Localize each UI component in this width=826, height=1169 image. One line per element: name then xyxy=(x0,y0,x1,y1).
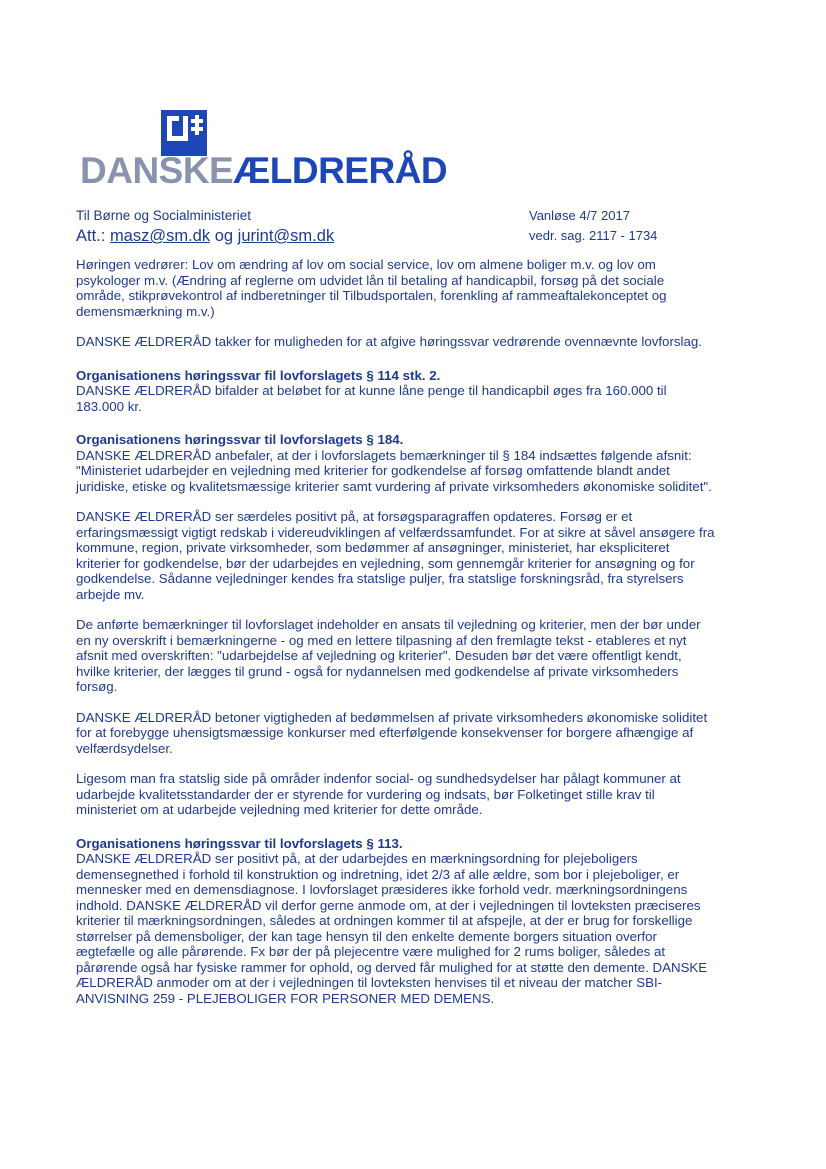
text-line: pårørende også har fysiske rammer for ophold, og derved får mulighed for at støtte den demente. DANSKE xyxy=(76,959,708,975)
text-line: Organisationens høringssvar fil lovforslagets § 114 stk. 2. xyxy=(76,367,441,383)
text-line: ÆLDRERÅD anmoder om at der i vejledningen til lovteksten henvises til et niveau der matcher SBI- xyxy=(76,975,663,990)
text-line: Organisationens høringssvar til lovforslagets § 184. xyxy=(76,432,404,447)
text-line: ANVISNING 259 - PLEJEBOLIGER FOR PERSONER MED DEMENS. xyxy=(76,990,495,1006)
section-heading xyxy=(76,368,766,384)
text-line: velfærdsydelser. xyxy=(76,740,173,756)
text-line: DANSKE ÆLDRERÅD bifalder at beløbet for at kunne låne penge til handicapbil øges fra 160.000 til xyxy=(76,383,667,398)
text-line: ægtefælle og alle pårørende. Fx bør der på plejecentre være mulighed for 2 rums boliger, således at xyxy=(76,944,666,959)
text-line: DANSKE ÆLDRERÅD ser positivt på, at der udarbejdes en mærkningsordning for plejeboligers xyxy=(76,851,638,866)
text-line: erfaringsmæssigt vigtigt redskab i videreudviklingen af velfærdssamfundet. For at sikre at såvel ansøgere fra xyxy=(76,524,715,540)
text-line: godkendelse. Sådanne vejledninger kendes fra statslige puljer, fra statslige forskningsråd, fra styrelsers xyxy=(76,571,684,586)
body-paragraph xyxy=(76,509,766,602)
text-line: afsnit med overskriften: "udarbejdelse af vejledning og kriterier". Desuden bør det være offentligt kendt, xyxy=(76,648,682,663)
case-number: vedr. sag. 2117 - 1734 xyxy=(529,228,658,243)
text-line: DANSKE ÆLDRERÅD anbefaler, at der i lovforslagets bemærkninger til § 184 indsættes følgende afsnit: xyxy=(76,447,692,463)
recipient-to: Til Børne og Socialministeriet xyxy=(76,208,252,223)
logo-brand-part1: DANSKE xyxy=(80,150,234,191)
place-date: Vanløse 4/7 2017 xyxy=(529,208,630,223)
text-line: forsøg. xyxy=(76,679,118,694)
att-and: og xyxy=(214,227,234,245)
text-line: indhold. DANSKE ÆLDRERÅD vil derfor gerne anmode om, at der i vejledningen til lovteksten præciseres xyxy=(76,897,701,913)
section-heading xyxy=(76,432,766,448)
text-line: ministeriet om at udarbejde vejledning med kriterier for dette område. xyxy=(76,802,483,817)
text-line: DANSKE ÆLDRERÅD betoner vigtigheden af bedømmelsen af private virksomheders økonomiske soliditet xyxy=(76,709,708,725)
text-line: en ny overskrift i bemærkningerne - og med en lettere tilpasning af den fremlagte tekst - etableres et nyt xyxy=(76,632,687,648)
text-line: hvilke kriterier, der lægges til grund - også for nydannelsen med godkendelse af private virksomheders xyxy=(76,663,679,679)
text-line: DANSKE ÆLDRERÅD takker for muligheden for at afgive høringssvar vedrørende ovennævnte lovforslag. xyxy=(76,334,702,349)
text-line: psykologer m.v. (Ændring af reglerne om udvidet lån til betaling af handicapbil, forsøg på det sociale xyxy=(76,272,665,288)
att-label: Att.: xyxy=(76,227,106,245)
body-paragraph xyxy=(76,448,766,495)
email-link-jurint[interactable]: jurint@sm.dk xyxy=(237,227,335,245)
text-line: udarbejde kvalitetsstandarder der er styrende for vurdering og indsats, bør Folketinget stille krav til xyxy=(76,786,655,802)
text-line: Høringen vedrører: Lov om ændring af lov om social service, lov om almene boliger m.v. og lov om xyxy=(76,257,656,272)
text-line: område, stikprøvekontrol af indberetninger til Tilbudsportalen, forenkling af rammeaftalekonceptet og xyxy=(76,288,667,303)
text-line: DANSKE ÆLDRERÅD ser særdeles positivt på, at forsøgsparagraffen opdateres. Forsøg er et xyxy=(76,509,633,524)
body-paragraph xyxy=(76,617,766,695)
text-line: De anførte bemærkninger til lovforslaget indeholder en ansats til vejledning og kriterier, men der bør under xyxy=(76,617,701,632)
body-paragraph xyxy=(76,851,766,1006)
text-line: "Ministeriet udarbejder en vejledning med kriterier for godkendelse af forsøg omfattende blandt andet xyxy=(76,463,670,478)
text-line: arbejde mv. xyxy=(76,586,145,602)
text-line: kriterier til mærkningsordningen, således at ordningen kommer til at afspejle, at der er brug for forskellige xyxy=(76,913,693,928)
letter-meta xyxy=(529,206,657,246)
text-line: kommune, region, private virksomheder, som bedømmer af ansøgninger, ministeriet, har ekspliciteret xyxy=(76,540,670,555)
body-paragraph xyxy=(76,383,766,414)
text-line: Organisationens høringssvar til lovforslagets § 113. xyxy=(76,835,403,851)
text-line: 183.000 kr. xyxy=(76,398,142,414)
logo-brand-part2: ÆLDRERÅD xyxy=(233,150,448,191)
text-line: demensegnethed i forhold til konstruktion og indretning, idet 2/3 af alle ældre, som bor i plejeboliger, er xyxy=(76,866,680,882)
body-paragraph xyxy=(76,334,766,350)
recipient-att-line xyxy=(76,225,334,247)
recipient-block xyxy=(76,206,334,247)
logo-wordmark xyxy=(80,150,447,192)
text-line: Ligesom man fra statslig side på områder indenfor social- og sundhedsydelser har pålagt kommuner at xyxy=(76,771,681,786)
text-line: demensmærkning m.v.) xyxy=(76,303,215,319)
body-paragraph xyxy=(76,257,766,319)
text-line: mennesker med en demensdiagnose. I lovforslaget præsideres ikke forhold vedr. mærkningsordningens xyxy=(76,882,688,897)
text-line: juridiske, etiske og kvalitetsmæssige kriterier samt vurdering af private virksomheders økonomiske soliditet". xyxy=(76,478,712,494)
text-line: for at forebygge uhensigtsmæssige konkurser med efterfølgende konsekvenser for borgere afhængige af xyxy=(76,725,694,740)
body-paragraph xyxy=(76,771,766,818)
email-link-masz[interactable]: masz@sm.dk xyxy=(109,227,211,245)
letter-body xyxy=(76,257,766,1006)
text-line: kriterier for godkendelse, bør der udarbejdes en vejledning, som gennemgår kriterier for ansøgning og for xyxy=(76,555,695,571)
text-line: størrelser på demensboliger, der kan tage hensyn til den enkelte demente borgers situation overfor xyxy=(76,928,657,944)
body-paragraph xyxy=(76,710,766,757)
section-heading xyxy=(76,836,766,852)
